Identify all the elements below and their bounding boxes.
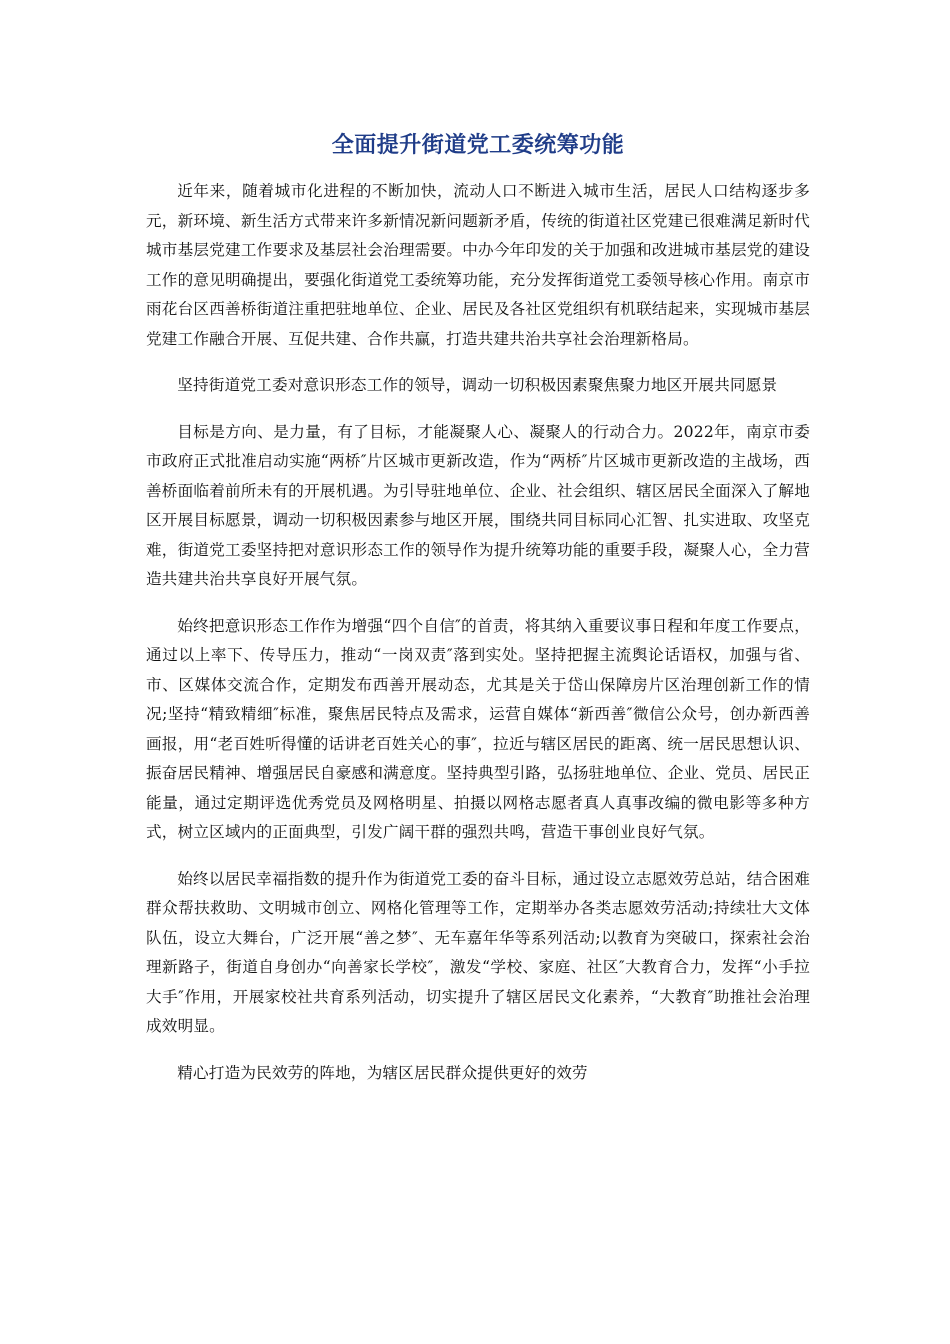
paragraph-goal: 目标是方向、是力量，有了目标，才能凝聚人心、凝聚人的行动合力。2022年，南京市委市政府正式批准启动实施“两桥″片区城市更新改造，作为“两桥″片区城市更新改造的主战场，西善桥面临着前所未有的开展机遇。为引导驻地单位、企业、社会组织、辖区居民全面深入了解地区开展目标愿景，调动一切积极因素参与地区开展，围绕共同目标同心汇智、扎实进取、攻坚克难，街道党工委坚持把对意识形态工作的领导作为提升统筹功能的重要手段，凝聚人心，全力营造共建共治共享良好开展气氛。 <box>146 422 810 588</box>
paragraph-intro: 近年来，随着城市化进程的不断加快，流动人口不断进入城市生活，居民人口结构逐步多元，新环境、新生活方式带来许多新情况新问题新矛盾，传统的街道社区党建已很难满足新时代城市基层党建工作要求及基层社会治理需要。中办今年印发的关于加强和改进城市基层党的建设工作的意见明确提出，要强化街道党工委统筹功能，充分发挥街道党工委领导核心作用。南京市雨花台区西善桥街道注重把驻地单位、企业、居民及各社区党组织有机联结起来，实现城市基层党建工作融合开展、互促共建、合作共赢，打造共建共治共享社会治理新格局。 <box>146 182 810 348</box>
section-heading-service: 精心打造为民效劳的阵地，为辖区居民群众提供更好的效劳 <box>177 1063 588 1082</box>
document-page <box>146 128 810 1105</box>
paragraph-happiness: 始终以居民幸福指数的提升作为街道党工委的奋斗目标，通过设立志愿效劳总站，结合困难群众帮扶救助、文明城市创立、网格化管理等工作，定期举办各类志愿效劳活动;持续壮大文体队伍，设立大舞台，广泛开展“善之梦″、无车嘉年华等系列活动;以教育为突破口，探索社会治理新路子，街道自身创办“向善家长学校″，激发“学校、家庭、社区″大教育合力，发挥“小手拉大手″作用，开展家校社共育系列活动，切实提升了辖区居民文化素养，“大教育″助推社会治理成效明显。 <box>146 869 810 1035</box>
section-heading-ideology: 坚持街道党工委对意识形态工作的领导，调动一切积极因素聚焦聚力地区开展共同愿景 <box>177 376 778 394</box>
paragraph-ideology-work: 始终把意识形态工作作为增强“四个自信″的首责，将其纳入重要议事日程和年度工作要点，通过以上率下、传导压力，推动“一岗双责″落到实处。坚持把握主流舆论话语权，加强与省、市、区媒体交流合作，定期发布西善开展动态，尤其是关于岱山保障房片区治理创新工作的情况;坚持“精致精细″标准，聚焦居民特点及需求，运营自媒体“新西善″微信公众号，创办新西善画报，用“老百姓听得懂的话讲老百姓关心的事″，拉近与辖区居民的距离、统一居民思想认识、振奋居民精神、增强居民自豪感和满意度。坚持典型引路，弘扬驻地单位、企业、党员、居民正能量，通过定期评选优秀党员及网格明星、拍摄以网格志愿者真人真事改编的微电影等多种方式，树立区域内的正面典型，引发广阔干群的强烈共鸣，营造干事创业良好气氛。 <box>146 616 810 841</box>
document-title: 全面提升街道党工委统筹功能 <box>331 133 625 158</box>
